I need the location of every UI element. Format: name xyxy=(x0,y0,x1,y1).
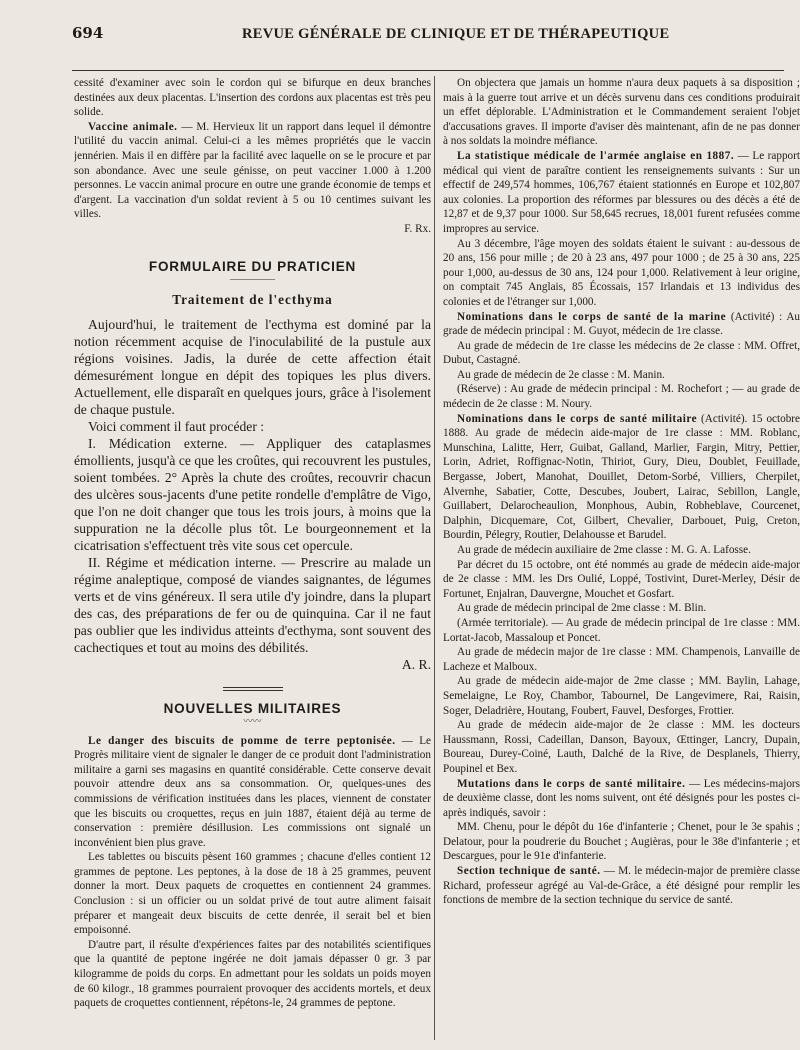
section-technique-paragraph xyxy=(443,864,800,908)
section-technique-heading: Section technique de santé. xyxy=(457,865,601,878)
paragraph: Les tablettes ou biscuits pèsent 160 grammes ; chacune d'elles contient 12 grammes de peptone. Les peptones, à la dose de 18 à 25 grammes, peuvent donner la mort. Deux paquets de croquettes en contiennent 24 grammes. Conclusion : si un officier ou un soldat privé de tout autre aliment faisait préparer et mangeait deux biscuits de cette denrée, il serait bel et bien empoisonné. xyxy=(74,851,431,937)
section-heading-formulaire: FORMULAIRE DU PRATICIEN xyxy=(148,258,357,274)
page-number: 694 xyxy=(72,24,104,42)
paragraph: Aujourd'hui, le traitement de l'ecthyma est dominé par la notion récemment acquise de l'inoculabilité de la pustule aux régions voisines. Jadis, la durée de cette affection était démesurément longue en dépit des topiques les plus divers. Actuellement, elle disparaît en quelques jours, grâce à l'isolement de chaque pustule. xyxy=(74,316,431,417)
paragraph: I. Médication externe. — Appliquer des cataplasmes émollients, jusqu'à ce que les croûtes, qui recouvrent les pustules, soient tombées. 2° Après la chute des croûtes, recouvrir chacun des ulcères sous-jacents d'une petite rondelle d'emplâtre de Vigo, que l'on ne doit changer que tous les trois jours, à moins que la suppuration ne la décolle plus tôt. Le bourgeonnement et la cicatrisation s'effectuent très vite sous cet opercule. xyxy=(74,435,431,553)
paragraph: MM. Chenu, pour le dépôt du 16e d'infanterie ; Chenet, pour le 3e spahis ; Delatour, pour la poudrerie du Bouchet ; Augièras, pour le 38e d'infanterie ; et Descargues, pour le 91e d'infanterie. xyxy=(443,821,800,863)
nominations-militaire-paragraph xyxy=(443,412,800,543)
paragraph: Au grade de médecin de 1re classe les médecins de 2e classe : MM. Offret, Dubut, Castagné. xyxy=(443,339,800,367)
danger-text: — Le Progrès militaire vient de signaler le danger de ce produit dont l'administration militaire a garni ses magasins en quantité considérable. Cette conserve devait pouvoir attendre deux ans sa consommation. Or, quelques-unes des commissions de vérification instituées dans les places, viennent de constater que les biscuits ou croquettes, reçus en juin 1887, étaient déjà au terme de conservation : première désillusion. Les commissions ont signalé un inconvénient bien plus grave. xyxy=(74,734,431,849)
section-separator xyxy=(223,687,283,691)
right-column xyxy=(443,76,800,1041)
paragraph: Voici comment il faut procéder : xyxy=(88,418,265,434)
mutations-paragraph xyxy=(443,777,800,821)
article-heading-ecthyma: Traitement de l'ecthyma xyxy=(172,291,333,307)
vaccine-heading: Vaccine animale. xyxy=(88,120,178,133)
section-ornament: ————— xyxy=(230,273,275,284)
statistique-text: — Le rapport médical qui vient de paraître contient les renseignements suivants : Sur un effectif de 249,574 hommes, 106,767 étaient stationnés en Europe et 102,807 aux colonies. La proportion des réformes par blessures ou des décès a été de 12,87 et de 9,37 pour 1000. Sur 58,645 recrues, 18,001 furent refusées comme impropres au service. xyxy=(443,149,800,235)
nominations-militaire-text: (Activité). 15 octobre 1888. Au grade de médecin aide-major de 1re classe : MM. Roblanc, Munschina, Lalitte, Herr, Guibat, Galland, Marlier, Fargin, Mitry, Pettier, Lorin, Adriet, Roffignac-Notin, Thiriot, Gury, Dieu, Doublet, Feuillade, Bergasse, Jobert, Manohat, Douillet, Detom-Sorbé, Villiers, Cherpilet, Alvernhe, Sabatier, Cotte, Descubes, Joubert, Lairac, Sebillon, Langle, Guillabert, Delarocheaulion, Monphous, Aubin, Robheblave, Courcenet, Dalphin, Dicquemare, Cot, Gilbert, Chevalier, Darbouet, Puig, Creton, Bourdin, Pélegry, Routier, Delahousse et Barudel. xyxy=(443,412,800,542)
paragraph: (Réserve) : Au grade de médecin principal : M. Rochefort ; — au grade de médecin de 2e classe : M. Noury. xyxy=(443,383,800,411)
nominations-militaire-heading: Nominations dans le corps de santé militaire xyxy=(457,412,698,425)
paragraph: Au grade de médecin principal de 2me classe : M. Blin. xyxy=(457,602,707,615)
section-ornament: 〰〰 xyxy=(243,715,262,726)
paragraph: cessité d'examiner avec soin le cordon qui se bifurque en deux branches destinées aux deux placentas. L'insertion des cordons aux placentas est très peu solide. xyxy=(74,77,431,119)
mutations-heading: Mutations dans le corps de santé militaire. xyxy=(457,777,686,790)
paragraph: (Armée territoriale). — Au grade de médecin principal de 1re classe : MM. Lortat-Jacob, Massaloup et Poncet. xyxy=(443,616,800,644)
nominations-marine-text: (Activité) : Au grade de médecin principal : M. Guyot, médecin de 1re classe. xyxy=(443,310,800,338)
nominations-marine-heading: Nominations dans le corps de santé de la marine xyxy=(457,310,727,323)
page-header xyxy=(72,20,784,50)
signature: A. R. xyxy=(401,656,431,672)
paragraph: Au grade de médecin aide-major de 2me classe ; MM. Baylin, Lahage, Semelaigne, Le Roy, Chambor, Tabournel, De Langevimere, Rai, Raisin, Soger, Deladrière, Houtang, Foubert, Fauvel, Desforges, Frottier. xyxy=(443,675,800,717)
danger-heading: Le danger des biscuits de pomme de terre peptonisée. xyxy=(88,734,396,747)
paragraph: On objectera que jamais un homme n'aura deux paquets à sa disposition ; mais à la guerre tout arrive et un décès survenu dans ces conditions produirait un effet déplorable. L'Administration et le Commandement seraient l'objet d'accusations graves. Il importe d'aviser dès maintenant, afin de ne pas donner à nos soldats la moindre méfiance. xyxy=(443,77,800,148)
paragraph: Au grade de médecin aide-major de 2e classe : MM. les docteurs Haussmann, Rossi, Cadeillan, Danson, Bayoux, Œttinger, Lancry, Dupain, Boureau, Durey-Coiné, Lauth, Dalché de la Rive, de Desplanels, Thierry, Poupinel et Bex. xyxy=(443,719,800,775)
vaccine-paragraph xyxy=(74,120,431,222)
column-divider xyxy=(434,76,435,1040)
danger-paragraph xyxy=(74,734,431,851)
section-heading-nouvelles: NOUVELLES MILITAIRES xyxy=(163,700,342,716)
paragraph: II. Régime et médication interne. — Prescrire au malade un régime analeptique, composé de viandes saignantes, de légumes verts et de vins généreux. Il sera utile d'y joindre, dans la plupart des cas, des préparations de fer ou de quinquina. Car il ne faut pas oublier que les individus atteints d'ecthyma, sont souvent des cachectiques et tout au moins des débilités. xyxy=(74,554,431,655)
mutations-text: — Les médecins-majors de deuxième classe, dont les noms suivent, ont été désignés pour les postes ci-après indiqués, savoir : xyxy=(443,777,800,819)
paragraph: Au grade de médecin auxiliaire de 2me classe : M. G. A. Lafosse. xyxy=(457,544,751,556)
left-column xyxy=(74,76,431,1041)
statistique-heading: La statistique médicale de l'armée anglaise en 1887. xyxy=(457,149,735,162)
vaccine-text: — M. Hervieux lit un rapport dans lequel il démontre l'utilité du vaccin animal. Celui-ci a les mêmes propriétés que le vaccin jennérien. Mais il en diffère par la facilité avec laquelle on se le procure et par son abondance. Avec une seule génisse, on peut vacciner 1.000 à 1.200 personnes. Le vaccin animal procure en outre une grande économie de temps et d'argent. La vaccination d'un soldat revient à 5 ou 10 centimes suivant les villes. xyxy=(74,120,431,221)
paragraph: Au 3 décembre, l'âge moyen des soldats étaient le suivant : au-dessous de 20 ans, 156 pour mille ; de 20 à 23 ans, 497 pour 1000 ; de 25 à 30 ans, 225 pour 1,000, au-dessus de 30 ans, 124 pour 1,000. Relativement à leur origine, on comptait 745 Anglais, 85 Écossais, 157 Irlandais et 13 individus des colonies et de l'étranger sur 1,000. xyxy=(443,237,800,308)
paragraph: Au grade de médecin major de 1re classe : MM. Champenois, Lanvaille de Lacheze et Malboux. xyxy=(443,646,800,673)
section-technique-text: — M. le médecin-major de première classe Richard, professeur agrégé au Val-de-Grâce, a été désigné pour remplir les fonctions de membre de la section technique du service de santé. xyxy=(443,865,800,907)
header-rule xyxy=(72,70,784,71)
paragraph: Au grade de médecin de 2e classe : M. Manin. xyxy=(457,368,665,381)
paragraph: Par décret du 15 octobre, ont été nommés au grade de médecin aide-major de 2e classe : MM. les Drs Oulié, Loppé, Tostivint, Duret-Merley, Désir de Fortunet, Enjalran, Dauvergne, Mouchet et Gosfart. xyxy=(443,558,800,600)
paragraph: D'autre part, il résulte d'expériences faites par des notabilités scientifiques que la quantité de peptone ingérée ne doit jamais dépasser 0 gr. 3 par kilogramme de poids du corps. En admettant pour les soldats un poids moyen de 60 kilogr., 18 grammes pourraient provoquer des accidents mortels, et deux paquets de croquettes contiennent, répétons-le, 24 grammes de peptone. xyxy=(74,938,431,1010)
statistique-paragraph xyxy=(443,149,800,237)
nominations-marine-paragraph xyxy=(443,310,800,339)
signature: F. Rx. xyxy=(404,222,431,235)
running-title: REVUE GÉNÉRALE DE CLINIQUE ET DE THÉRAPEUTIQUE xyxy=(242,26,670,42)
